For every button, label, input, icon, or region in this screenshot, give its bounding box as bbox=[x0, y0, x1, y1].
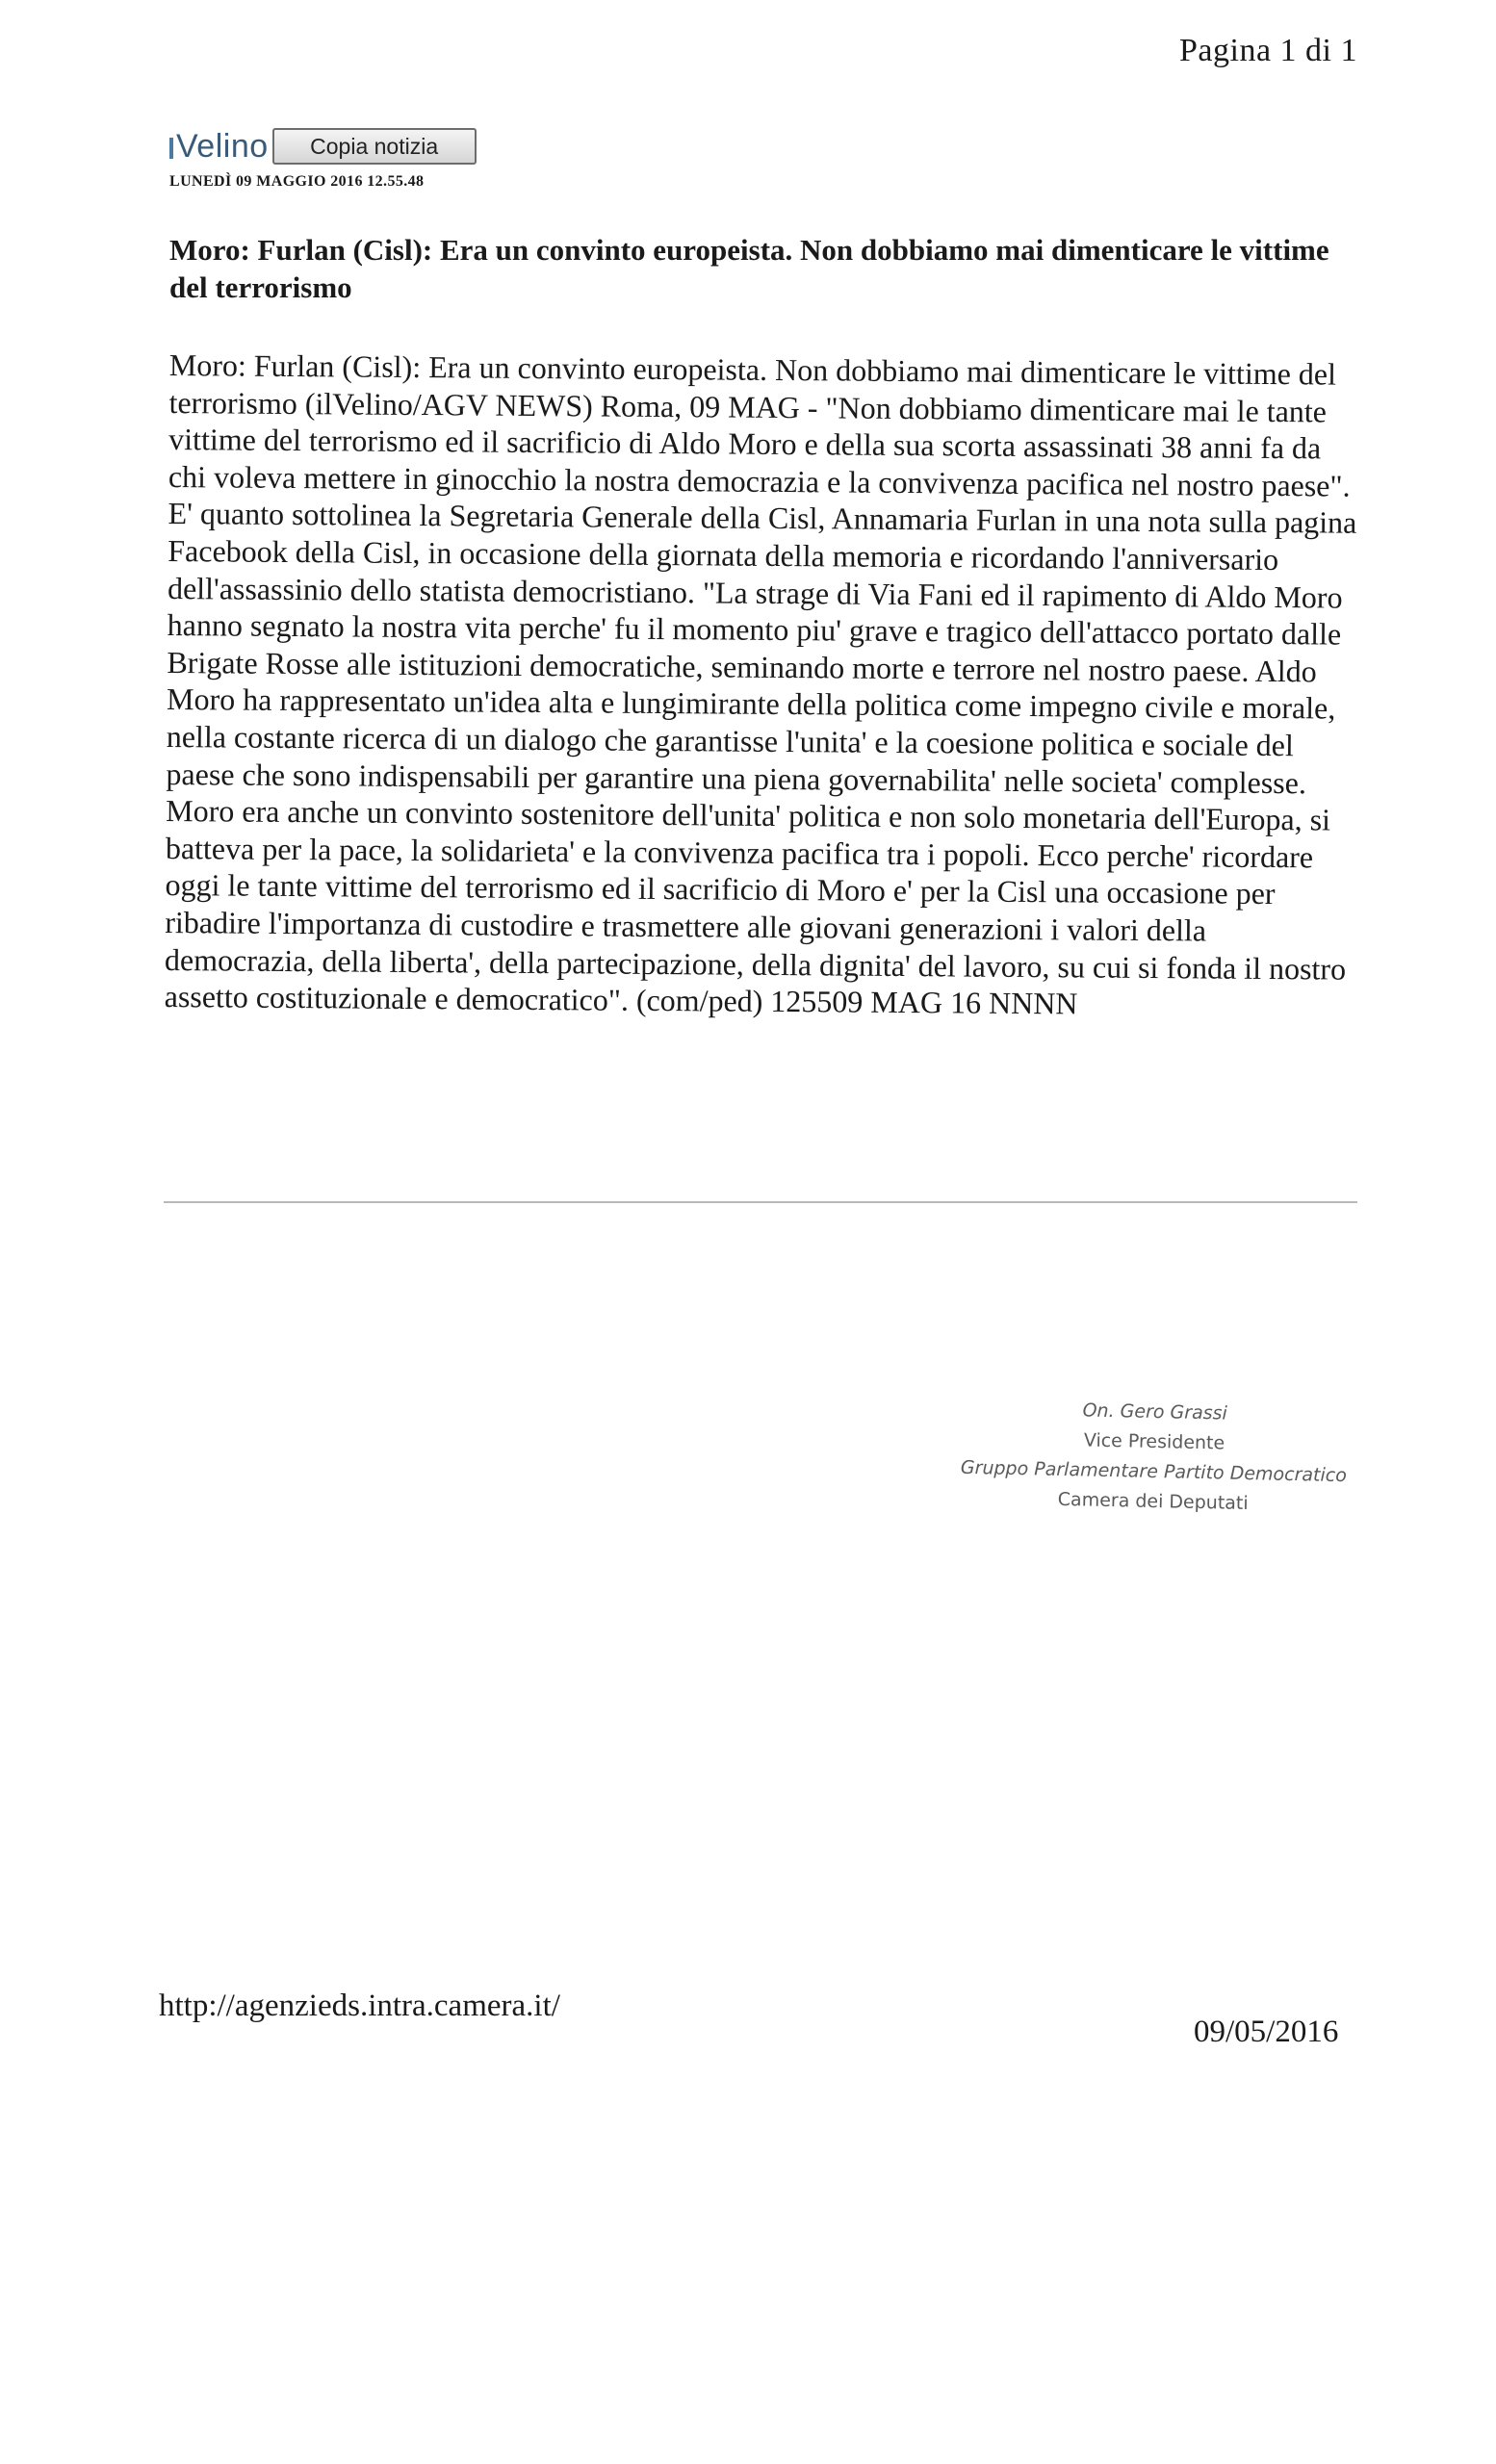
stamp-role: Vice Presidente bbox=[1083, 1429, 1225, 1454]
stamp-group: Gruppo Parlamentare Partito Democratico bbox=[960, 1456, 1348, 1487]
footer-url: http://agenzieds.intra.camera.it/ bbox=[159, 1989, 560, 2023]
source-row bbox=[169, 125, 477, 167]
stamp-name: On. Gero Grassi bbox=[1082, 1399, 1228, 1424]
article-body: Moro: Furlan (Cisl): Era un convinto europeista. Non dobbiamo mai dimenticare le vittime del terrorismo (ilVelino/AGV NEWS) Roma, 09 MAG - "Non dobbiamo dimenticare mai le tante vittime del terrorismo ed il sacrificio di Aldo Moro e della sua scorta assassinati 38 anni fa da chi voleva mettere in ginocchio la nostra democrazia e la convivenza pacifica nel nostro paese". E' quanto sottolinea la Segretaria Generale della Cisl, Annamaria Furlan in una nota sulla pagina Facebook della Cisl, in occasione della giornata della memoria e ricordando l'anniversario dell'assassinio dello statista democristiano. "La strage di Via Fani ed il rapimento di Aldo Moro hanno segnato la nostra vita perche' fu il momento piu' grave e tragico dell'attacco portato dalle Brigate Rosse alle istituzioni democratiche, seminando morte e terrore nel nostro paese. Aldo Moro ha rappresentato un'idea alta e lungimirante della politica come impegno civile e morale, nella costante ricerca di un dialogo che garantisse l'unita' e la coesione politica e sociale del paese che sono indispensabili per garantire una piena governabilita' nelle societa' complesse. Moro era anche un convinto sostenitore dell'unita' politica e non solo monetaria dell'Europa, si batteva per la pace, la solidarieta' e la convivenza pacifica tra i popoli. Ecco perche' ricordare oggi le tante vittime del terrorismo ed il sacrificio di Moro e' per la Cisl una occasione per ribadire l'importanza di custodire e trasmettere alle giovani generazioni i valori della democrazia, della liberta', della partecipazione, della dignita' del lavoro, su cui si fonda il nostro assetto costituzionale e democratico". (com/ped) 125509 MAG 16 NNNN bbox=[164, 346, 1357, 1021]
velino-logo-text: Velino bbox=[176, 127, 269, 165]
logo-mark-icon bbox=[169, 138, 173, 159]
velino-logo bbox=[169, 128, 269, 166]
dateline: LUNEDÌ 09 MAGGIO 2016 12.55.48 bbox=[169, 173, 425, 190]
article-title: Moro: Furlan (Cisl): Era un convinto europeista. Non dobbiamo mai dimenticare le vittime del terrorismo bbox=[169, 233, 1329, 304]
signature-stamp bbox=[921, 1393, 1385, 1522]
divider bbox=[164, 1201, 1357, 1203]
stamp-chamber: Camera dei Deputati bbox=[1057, 1488, 1249, 1515]
page-number: Pagina 1 di 1 bbox=[1179, 33, 1357, 68]
copy-news-button[interactable]: Copia notizia bbox=[272, 128, 477, 165]
footer-date: 09/05/2016 bbox=[1194, 2015, 1339, 2049]
